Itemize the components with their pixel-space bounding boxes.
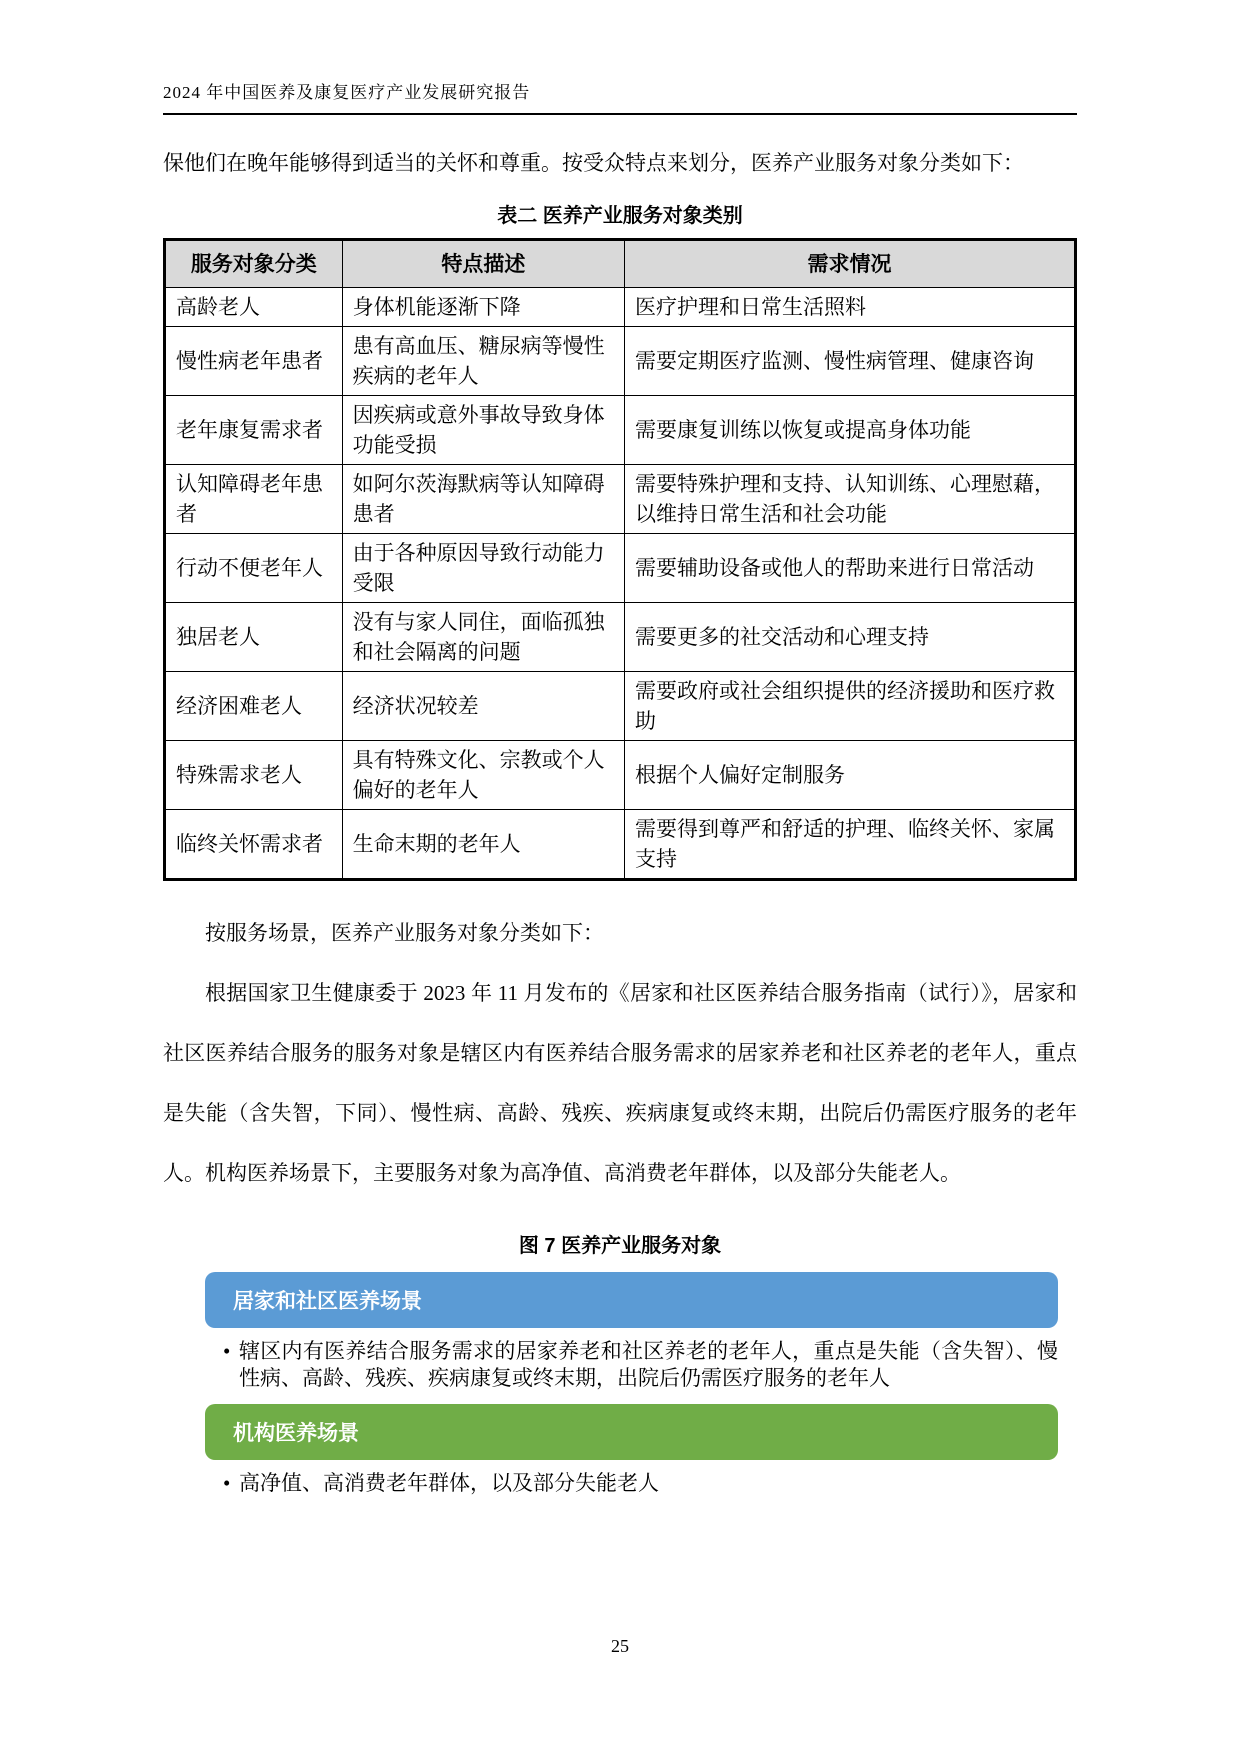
table-cell: 经济困难老人 [165, 672, 343, 741]
table-header-row [165, 240, 1076, 288]
figure-section-heading: 居家和社区医养场景 [233, 1290, 422, 1313]
table-cell: 根据个人偏好定制服务 [625, 741, 1076, 810]
table-cell: 没有与家人同住，面临孤独和社会隔离的问题 [342, 603, 624, 672]
figure-body [205, 1272, 1058, 1497]
table-row [165, 327, 1076, 396]
table-row [165, 672, 1076, 741]
table-cell: 因疾病或意外事故导致身体功能受损 [342, 396, 624, 465]
table-cell: 老年康复需求者 [165, 396, 343, 465]
figure-section-banner [205, 1404, 1058, 1460]
figure-bullet-text: 辖区内有医养结合服务需求的居家养老和社区养老的老年人，重点是失能（含失智）、慢性病、高龄、残疾、疾病康复或终末期，出院后仍需医疗服务的老年人 [239, 1339, 1058, 1390]
table-cell: 临终关怀需求者 [165, 810, 343, 880]
figure-title: 图 7 医养产业服务对象 [518, 1235, 722, 1257]
table-cell: 需要政府或社会组织提供的经济援助和医疗救助 [625, 672, 1076, 741]
table-row [165, 288, 1076, 327]
table-cell: 需要康复训练以恢复或提高身体功能 [625, 396, 1076, 465]
table-cell: 经济状况较差 [342, 672, 624, 741]
table-column-header: 服务对象分类 [165, 240, 343, 288]
figure-section-heading: 机构医养场景 [233, 1422, 359, 1445]
figure-bullet-item [223, 1470, 1058, 1497]
table-cell: 特殊需求老人 [165, 741, 343, 810]
table-cell: 认知障碍老年患者 [165, 465, 343, 534]
paragraph-service-scene: 按服务场景，医养产业服务对象分类如下： [205, 921, 604, 945]
table-cell: 由于各种原因导致行动能力受限 [342, 534, 624, 603]
table-cell: 如阿尔茨海默病等认知障碍患者 [342, 465, 624, 534]
table-row [165, 465, 1076, 534]
table-cell: 需要特殊护理和支持、认知训练、心理慰藉，以维持日常生活和社会功能 [625, 465, 1076, 534]
figure-bullet-item [223, 1338, 1058, 1392]
report-title: 2024 年中国医养及康复医疗产业发展研究报告 [163, 83, 531, 102]
table-cell: 需要更多的社交活动和心理支持 [625, 603, 1076, 672]
table-cell: 需要辅助设备或他人的帮助来进行日常活动 [625, 534, 1076, 603]
table-row [165, 603, 1076, 672]
figure-bullet-text: 高净值、高消费老年群体，以及部分失能老人 [239, 1471, 659, 1495]
table-cell: 身体机能逐渐下降 [342, 288, 624, 327]
table-cell: 需要得到尊严和舒适的护理、临终关怀、家属支持 [625, 810, 1076, 880]
intro-paragraph: 保他们在晚年能够得到适当的关怀和尊重。按受众特点来划分，医养产业服务对象分类如下： [163, 151, 1024, 175]
table-row [165, 534, 1076, 603]
table-cell: 生命末期的老年人 [342, 810, 624, 880]
table-title: 表二 医养产业服务对象类别 [497, 205, 743, 227]
table-row [165, 810, 1076, 880]
table-cell: 需要定期医疗监测、慢性病管理、健康咨询 [625, 327, 1076, 396]
table-cell: 独居老人 [165, 603, 343, 672]
table-cell: 具有特殊文化、宗教或个人偏好的老年人 [342, 741, 624, 810]
service-target-table [163, 238, 1077, 881]
table-row [165, 741, 1076, 810]
page-header [163, 78, 1077, 115]
table-cell: 高龄老人 [165, 288, 343, 327]
table-cell: 行动不便老年人 [165, 534, 343, 603]
header-divider [163, 113, 1077, 115]
figure-section-banner [205, 1272, 1058, 1328]
table-cell: 慢性病老年患者 [165, 327, 343, 396]
table-cell: 医疗护理和日常生活照料 [625, 288, 1076, 327]
table-column-header: 需求情况 [625, 240, 1076, 288]
bullet-icon: • [223, 1339, 231, 1363]
table-row [165, 396, 1076, 465]
bullet-icon: • [223, 1471, 231, 1495]
table-cell: 患有高血压、糖尿病等慢性疾病的老年人 [342, 327, 624, 396]
page-number: 25 [611, 1636, 629, 1656]
table-column-header: 特点描述 [342, 240, 624, 288]
table-body [165, 288, 1076, 880]
paragraph-guideline: 根据国家卫生健康委于 2023 年 11 月发布的《居家和社区医养结合服务指南（试行）》，居家和社区医养结合服务的服务对象是辖区内有医养结合服务需求的居家养老和社区养老的老年人，重点是失能（含失智，下同）、慢性病、高龄、残疾、疾病康复或终末期，出院后仍需医疗服务的老年人。机构医养场景下，主要服务对象为高净值、高消费老年群体，以及部分失能老人。 [163, 981, 1077, 1185]
